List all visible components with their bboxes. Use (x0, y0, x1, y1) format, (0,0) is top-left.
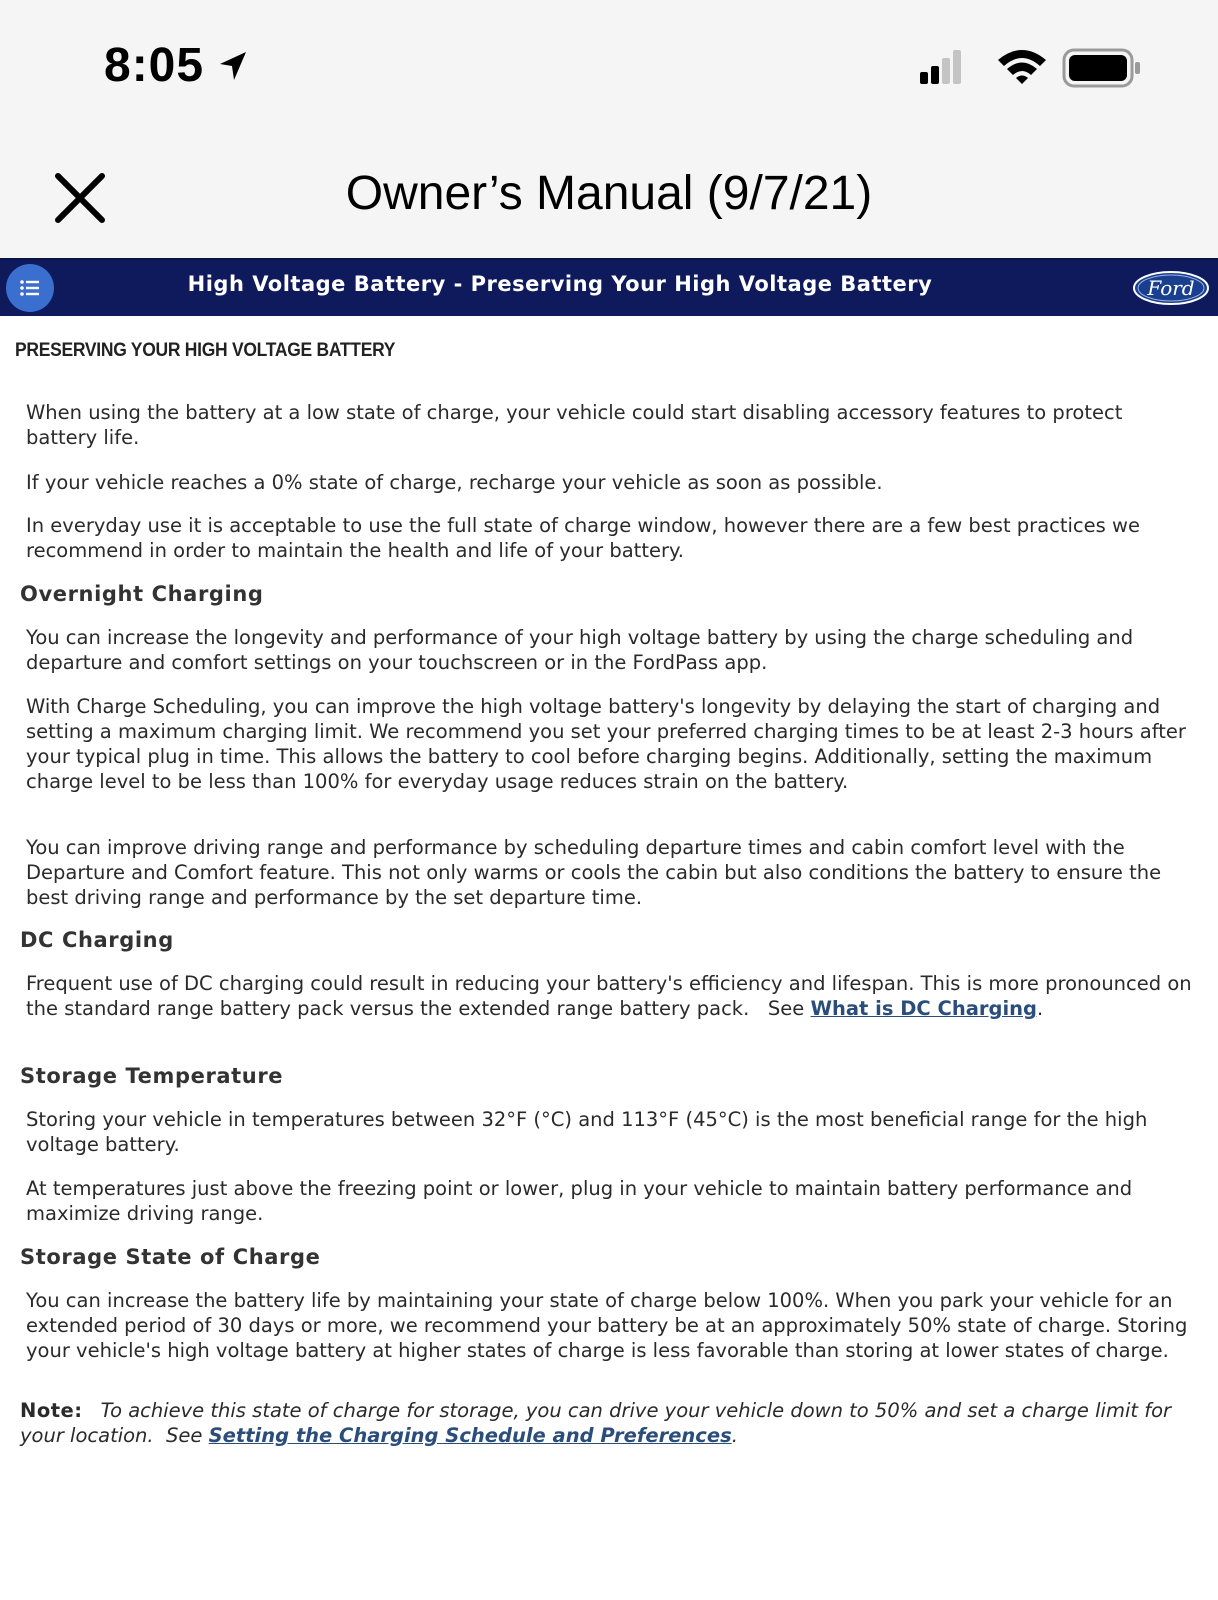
overnight-paragraph-1: You can increase the longevity and performance of your high voltage battery by using the charge scheduling and departure and comfort settings on your touchscreen or in the FordPass app. (26, 626, 1134, 674)
heading-overnight-charging: Overnight Charging (20, 582, 264, 606)
note-period: . (731, 1424, 738, 1447)
battery-icon (1062, 48, 1142, 88)
note-label: Note: (20, 1399, 83, 1422)
page-title: Owner’s Manual (9/7/21) (345, 167, 873, 220)
intro-paragraph-1: When using the battery at a low state of charge, your vehicle could start disabling accessory features to protect battery life. (26, 401, 1123, 449)
dc-paragraph (26, 971, 1196, 1021)
document-title: High Voltage Battery - Preserving Your High Voltage Battery (187, 272, 933, 296)
ford-logo (1132, 270, 1210, 306)
cellular-signal-icon (920, 50, 962, 86)
note-text: To achieve this state of charge for storage, you can drive your vehicle down to 50% and set a charge limit for your location. (20, 1399, 1172, 1447)
storage-temp-paragraph-1: Storing your vehicle in temperatures between 32°F (°C) and 113°F (45°C) is the most beneficial range for the high voltage battery. (26, 1108, 1148, 1156)
heading-storage-state-of-charge: Storage State of Charge (20, 1245, 321, 1269)
intro-paragraph-2: If your vehicle reaches a 0% state of charge, recharge your vehicle as soon as possible. (26, 471, 883, 494)
charging-schedule-link[interactable]: Setting the Charging Schedule and Preferences (208, 1424, 732, 1447)
dc-period: . (1036, 997, 1044, 1020)
document-header (0, 258, 1218, 316)
note-see-text: See (166, 1424, 203, 1447)
dc-text: Frequent use of DC charging could result in reducing your battery's efficiency and lifespan. This is more pronounced on the standard range battery pack versus the extended range battery pack. (26, 972, 1192, 1020)
overnight-paragraph-3: You can improve driving range and performance by scheduling departure times and cabin comfort level with the Departure and Comfort feature. This not only warms or cools the cabin but also conditions the battery to ensure the best driving range and performance by the set departure time. (26, 836, 1162, 909)
overnight-paragraph-2: With Charge Scheduling, you can improve the high voltage battery's longevity by delaying the start of charging and setting a maximum charging limit. We recommend you set your preferred charging times to be at least 2-3 hours after your typical plug in time. This allows the battery to cool before charging begins. Additionally, setting the maximum charge level to be less than 100% for everyday usage reduces strain on the battery. (26, 695, 1186, 793)
heading-storage-temperature: Storage Temperature (20, 1064, 284, 1088)
section-title: PRESERVING YOUR HIGH VOLTAGE BATTERY (15, 340, 396, 361)
dc-see-text: See (767, 997, 805, 1020)
location-arrow-icon (218, 50, 248, 82)
note-block (20, 1398, 1198, 1448)
status-bar (0, 0, 1218, 140)
intro-paragraph-3: In everyday use it is acceptable to use the full state of charge window, however there are a few best practices we recommend in order to maintain the health and life of your battery. (26, 514, 1140, 562)
nav-bar (0, 140, 1218, 258)
status-time: 8:05 (104, 39, 205, 92)
storage-temp-paragraph-2: At temperatures just above the freezing point or lower, plug in your vehicle to maintain battery performance and maximize driving range. (26, 1177, 1133, 1225)
wifi-icon (996, 48, 1048, 86)
storage-soc-paragraph: You can increase the battery life by maintaining your state of charge below 100%. When you park your vehicle for an extended period of 30 days or more, we recommend your battery be at an approximately 50% state of charge. Storing your vehicle's high voltage battery at higher states of charge is less favorable than storing at lower states of charge. (26, 1289, 1188, 1362)
svg-text:Ford: Ford (1147, 276, 1195, 300)
what-is-dc-charging-link[interactable]: What is DC Charging (810, 997, 1037, 1020)
heading-dc-charging: DC Charging (20, 928, 174, 952)
